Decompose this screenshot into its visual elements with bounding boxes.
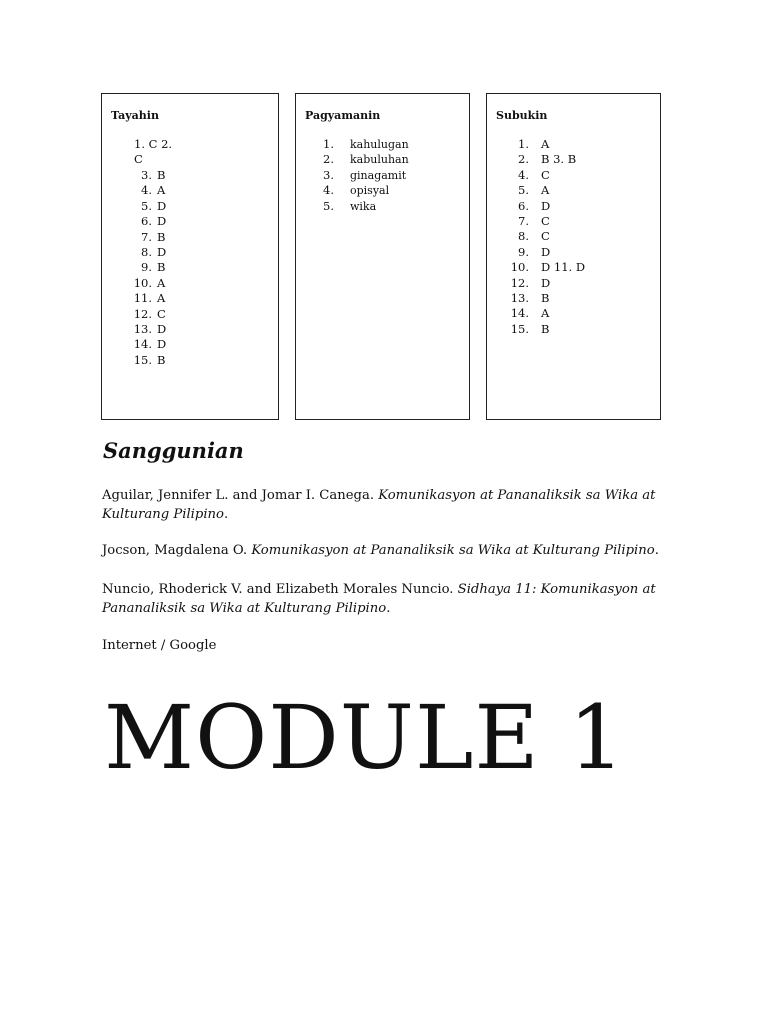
reference-entry: Aguilar, Jennifer L. and Jomar I. Canega. Komunikasyon at Pananaliksik sa Wika at Kulturang Pilipino. xyxy=(102,488,656,522)
references-heading: Sanggunian xyxy=(103,438,244,463)
list-item: 4. A xyxy=(141,183,166,198)
list-item: 15. B xyxy=(133,352,166,367)
list-item: 8. D xyxy=(141,244,167,259)
list-item: 2. kabuluhan xyxy=(323,152,409,167)
list-item: 10. A xyxy=(133,275,166,290)
tayahin-first-line: 1. C 2. C xyxy=(134,137,173,167)
list-item: 6. D xyxy=(518,198,551,213)
list-item: 5. D xyxy=(141,198,167,213)
box-title-tayahin: Tayahin xyxy=(111,109,159,122)
list-item: 5. wika xyxy=(323,198,377,213)
list-item: 9. D xyxy=(518,244,551,259)
list-item: 5. A xyxy=(518,183,550,198)
list-item: 9. B xyxy=(141,260,166,275)
list-item: 15. B xyxy=(510,321,550,336)
tayahin-list xyxy=(102,168,278,368)
module-title: MODULE 1 xyxy=(104,686,626,789)
list-item: 11. A xyxy=(133,291,166,306)
list-item: 4. opisyal xyxy=(323,183,390,198)
list-item: 1. kahulugan xyxy=(323,137,409,151)
list-item: 12. C xyxy=(133,306,166,321)
answer-box-pagyamanin xyxy=(295,93,470,420)
list-item: 7. B xyxy=(141,229,166,244)
list-item: 12. D xyxy=(510,275,551,290)
list-item: 3. B xyxy=(141,168,166,182)
list-item: 3. ginagamit xyxy=(323,167,407,182)
list-item: 14. D xyxy=(133,337,167,352)
list-item: 6. D xyxy=(141,214,167,229)
list-item: 13. B xyxy=(510,290,550,305)
list-item: 4. C xyxy=(518,167,550,182)
answer-box-tayahin xyxy=(101,93,279,420)
reference-entry: Jocson, Magdalena O. Komunikasyon at Pananaliksik sa Wika at Kulturang Pilipino. xyxy=(102,543,659,558)
list-item: 8. C xyxy=(518,229,550,244)
pagyamanin-list xyxy=(296,137,469,214)
answer-box-subukin xyxy=(486,93,661,420)
reference-entry: Nuncio, Rhoderick V. and Elizabeth Morales Nuncio. Sidhaya 11: Komunikasyon at Pananaliksik sa Wika at Kulturang Pilipino. xyxy=(102,582,656,616)
list-item: 14. A xyxy=(510,306,550,321)
reference-entry: Internet / Google xyxy=(102,638,217,653)
list-item: 2. B 3. B xyxy=(518,152,577,167)
subukin-list xyxy=(487,137,660,337)
list-item: 1. A xyxy=(518,137,550,151)
box-title-pagyamanin: Pagyamanin xyxy=(305,109,381,122)
list-item: 7. C xyxy=(518,213,550,228)
list-item: 10. D 11. D xyxy=(510,260,586,275)
box-title-subukin: Subukin xyxy=(496,109,548,122)
list-item: 13. D xyxy=(133,321,167,336)
